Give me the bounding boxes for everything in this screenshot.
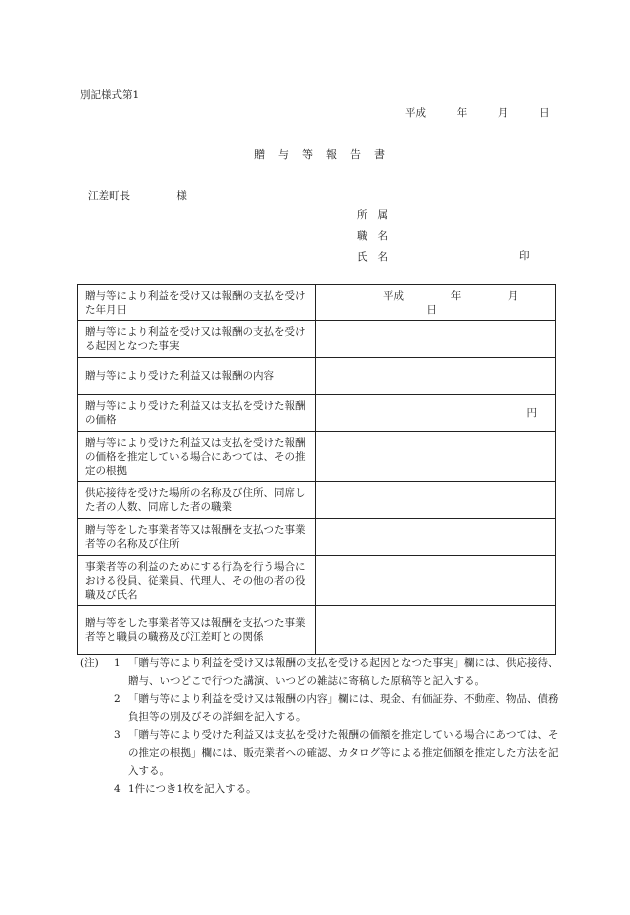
- note-text: 1件につき1枚を記入する。: [128, 783, 257, 795]
- table-row: [78, 285, 556, 321]
- date-field-day: 日: [426, 303, 437, 316]
- answer-field[interactable]: [316, 482, 556, 519]
- note-number: 3: [114, 729, 121, 741]
- table-row: [78, 606, 556, 655]
- report-table: [77, 284, 556, 655]
- date-field-year: 年: [450, 289, 462, 302]
- row-label: 贈与等をした事業者等又は報酬を支払つた事業者等の名称及び住所: [78, 519, 316, 556]
- table-row: [78, 358, 556, 395]
- table-row: [78, 395, 556, 432]
- reporter-position: 職名: [357, 230, 398, 242]
- answer-field[interactable]: [316, 606, 556, 655]
- date-month: 月: [497, 107, 509, 119]
- answer-field[interactable]: [316, 556, 556, 606]
- date-field[interactable]: [316, 285, 556, 321]
- date-day: 日: [539, 107, 550, 119]
- table-row: [78, 432, 556, 482]
- page-title: 贈与等報告書: [254, 148, 398, 161]
- note-number: 1: [114, 657, 121, 669]
- seal-mark: 印: [519, 250, 530, 262]
- row-label: 贈与等により受けた利益又は支払を受けた報酬の価格を推定している場合にあつては、その推定の根拠: [78, 432, 316, 482]
- table-row: [78, 519, 556, 556]
- row-label: 贈与等により受けた利益又は支払を受けた報酬の価格: [78, 395, 316, 432]
- answer-field[interactable]: [316, 519, 556, 556]
- reporter-name: 氏名: [357, 251, 398, 263]
- answer-field[interactable]: [316, 432, 556, 482]
- table-row: [78, 321, 556, 358]
- answer-field[interactable]: [316, 321, 556, 358]
- note-text: 「贈与等により利益を受け又は報酬の支払を受ける起因となつた事実」欄には、供応接待、贈与、いつどこで行つた講演、いつどの雑誌に寄稿した原稿等と記入する。: [128, 657, 559, 687]
- reporter-affiliation: 所属: [357, 209, 398, 221]
- report-date-line: [405, 107, 550, 121]
- table-row: [78, 482, 556, 519]
- table-row: [78, 556, 556, 606]
- form-id: 別記様式第1: [80, 89, 140, 101]
- row-label: 贈与等により利益を受け又は報酬の支払を受けた年月日: [78, 285, 316, 321]
- date-year: 年: [456, 107, 468, 119]
- addressee: [88, 190, 187, 204]
- date-field-era: 平成: [383, 289, 404, 302]
- notes-heading: (注): [80, 657, 99, 669]
- row-label: 供応接待を受けた場所の名称及び住所、同席した者の人数、同席した者の職業: [78, 482, 316, 519]
- row-label: 贈与等をした事業者等又は報酬を支払つた事業者等と職員の職務及び江差町との関係: [78, 606, 316, 655]
- row-label: 事業者等の利益のためにする行為を行う場合における役員、従業員、代理人、その他の者の役職及び氏名: [78, 556, 316, 606]
- note-number: 2: [114, 693, 121, 705]
- note-item: [80, 780, 560, 798]
- note-item: [80, 690, 560, 726]
- price-field[interactable]: [316, 395, 556, 432]
- note-item: [80, 654, 560, 690]
- note-text: 「贈与等により利益を受け又は報酬の内容」欄には、現金、有価証券、不動産、物品、債務負担等の別及びその詳細を記入する。: [128, 693, 559, 723]
- note-item: [80, 726, 560, 780]
- note-text: 「贈与等により受けた利益又は支払を受けた報酬の価額を推定している場合にあつては、その推定の根拠」欄には、販売業者への確認、カタログ等による推定価額を推定した方法を記入する。: [128, 729, 559, 777]
- row-label: 贈与等により利益を受け又は報酬の支払を受ける起因となつた事実: [78, 321, 316, 358]
- notes-section: [80, 654, 560, 798]
- date-field-month: 月: [507, 289, 519, 302]
- note-number: 4: [114, 783, 121, 795]
- yen-unit: 円: [526, 407, 537, 419]
- answer-field[interactable]: [316, 358, 556, 395]
- date-era: 平成: [405, 107, 426, 119]
- addressee-honorific: 様: [176, 190, 187, 202]
- row-label: 贈与等により受けた利益又は報酬の内容: [78, 358, 316, 395]
- addressee-name: 江差町長: [88, 190, 130, 202]
